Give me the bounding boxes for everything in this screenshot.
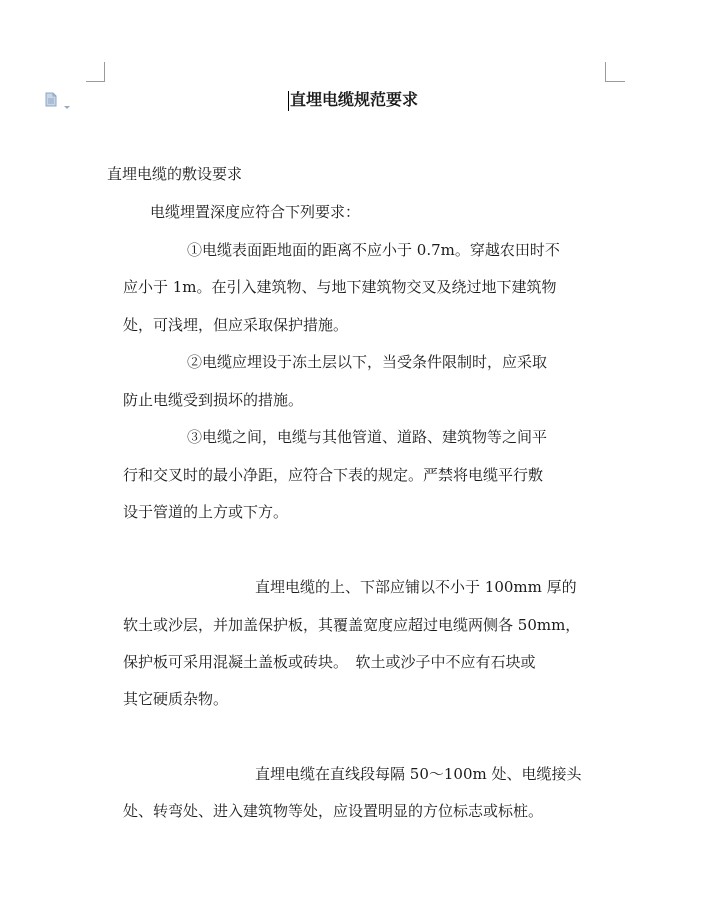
margin-mark-top-left	[104, 62, 105, 82]
item-1-line-2: 应小于 1m。在引入建筑物、与地下建筑物交叉及绕过地下建筑物	[123, 278, 557, 296]
intro-line: 电缆埋置深度应符合下列要求：	[150, 203, 361, 221]
paragraph-2-line-4: 其它硬质杂物。	[123, 690, 229, 708]
paragraph-3-line-2: 处、转弯处、进入建筑物等处，应设置明显的方位标志或标桩。	[123, 802, 544, 820]
item-2-line-1: ②电缆应埋设于冻土层以下，当受条件限制时，应采取	[187, 353, 548, 371]
paragraph-2-line-2: 软土或沙层，并加盖保护板，其覆盖宽度应超过电缆两侧各 50mm，	[123, 616, 581, 634]
margin-mark-top-right	[605, 62, 606, 82]
text-cursor	[288, 91, 289, 111]
margin-mark-top-right	[605, 81, 625, 82]
paragraph-2-line-1: 直埋电缆的上、下部应铺以不小于 100mm 厚的	[255, 578, 577, 596]
document-icon[interactable]	[45, 92, 57, 107]
item-3-line-2: 行和交叉时的最小净距，应符合下表的规定。严禁将电缆平行敷	[123, 466, 544, 484]
chevron-down-icon[interactable]	[63, 96, 71, 104]
item-1-line-3: 处，可浅埋，但应采取保护措施。	[123, 316, 349, 334]
paragraph-2-line-3: 保护板可采用混凝土盖板或砖块。 软土或沙子中不应有石块或	[123, 653, 536, 671]
item-3-line-1: ③电缆之间，电缆与其他管道、道路、建筑物等之间平	[187, 428, 548, 446]
margin-mark-top-left	[86, 81, 105, 82]
item-1-line-1: ①电缆表面距地面的距离不应小于 0.7m。穿越农田时不	[187, 241, 560, 259]
item-2-line-2: 防止电缆受到损坏的措施。	[123, 391, 304, 409]
document-title: 直埋电缆规范要求	[290, 90, 419, 109]
paragraph-3-line-1: 直埋电缆在直线段每隔 50～100m 处、电缆接头	[255, 765, 582, 783]
section-heading: 直埋电缆的敷设要求	[107, 165, 243, 183]
item-3-line-3: 设于管道的上方或下方。	[123, 503, 289, 521]
